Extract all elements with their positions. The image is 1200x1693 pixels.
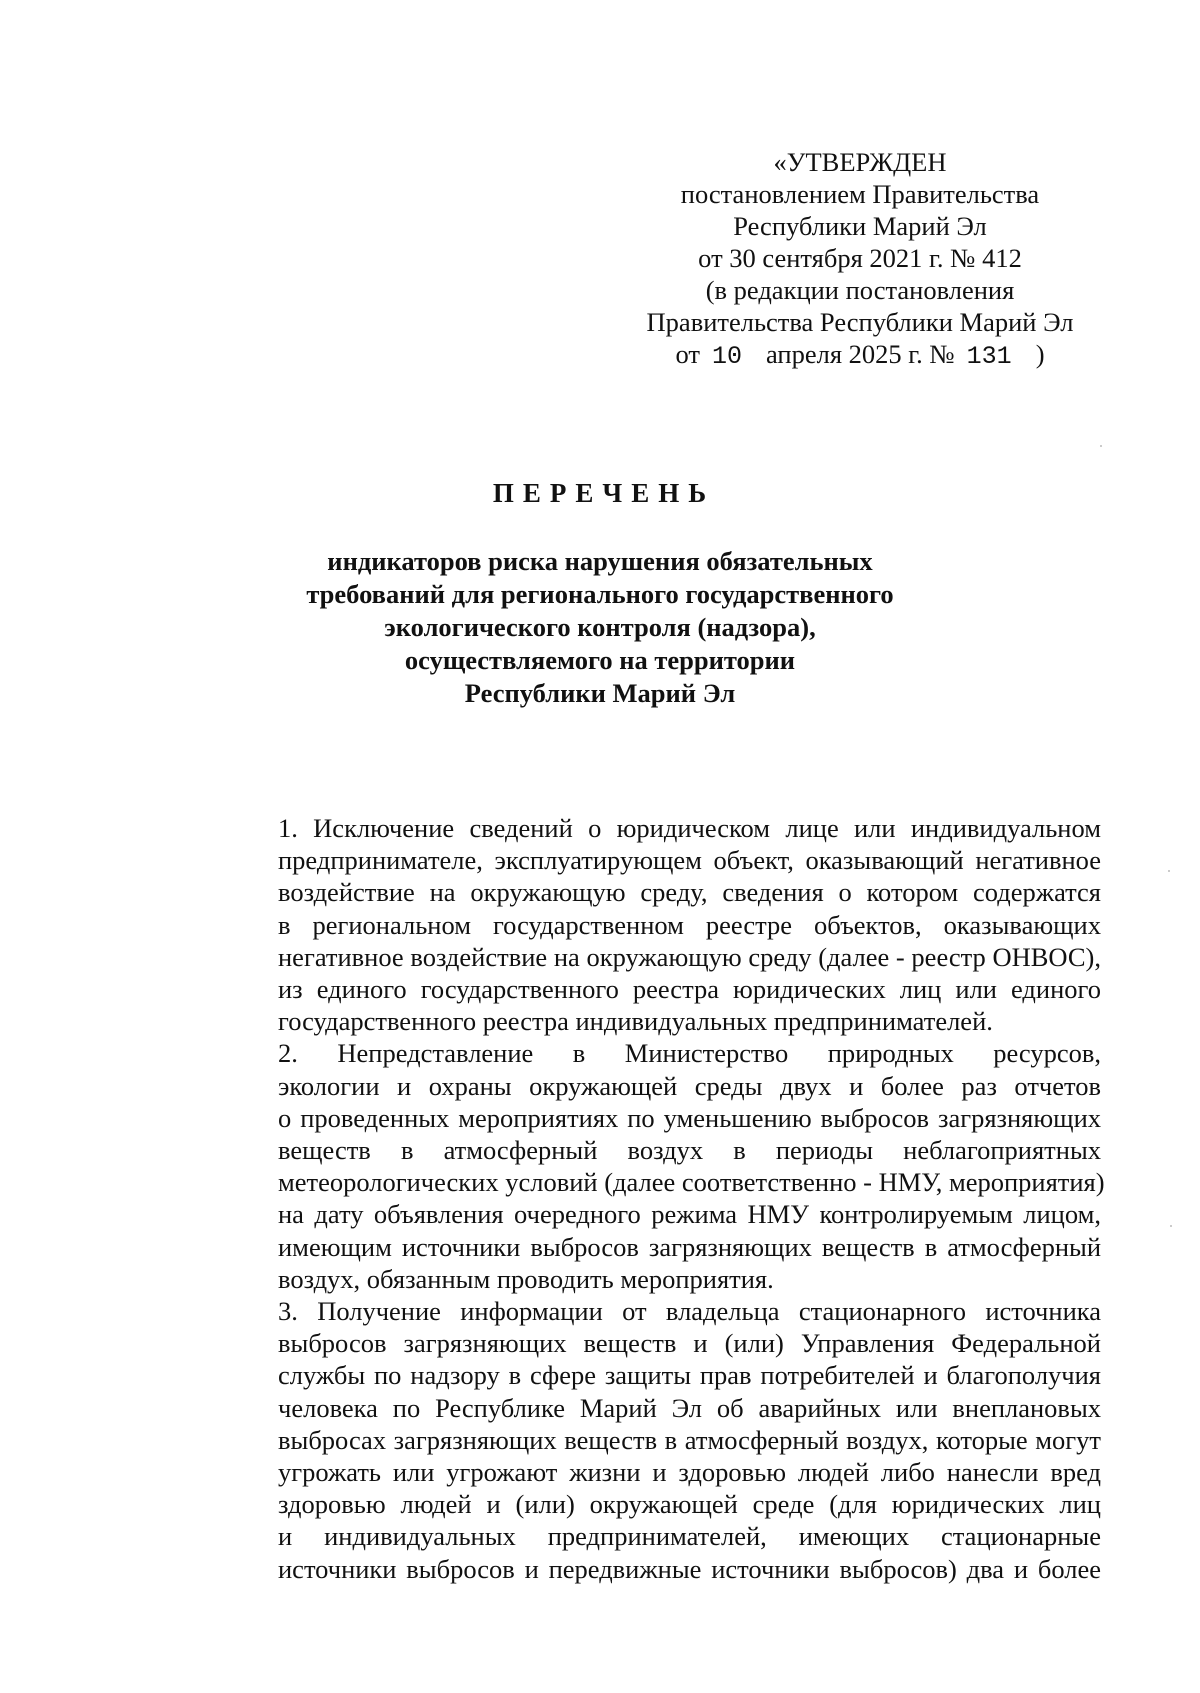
paragraph-line: экологии и охраны окружающей среды двух и более раз отчетов [278,1070,1101,1101]
subtitle-line: Республики Марий Эл [464,678,736,708]
approval-line: Правительства Республики Марий Эл [646,307,1074,337]
paragraph-line: 1. Исключение сведений о юридическом лице или индивидуальном [278,813,1101,843]
paragraph-line: негативное воздействие на окружающую среду (далее - реестр ОНВОС), [278,941,1101,972]
paragraph-line: на дату объявления очередного режима НМУ контролируемым лицом, [278,1199,1101,1230]
approval-line: постановлением Правительства [680,179,1040,209]
paragraph-line: государственного реестра индивидуальных предпринимателей. [278,1006,993,1037]
paragraph-2 [216,1037,1105,1295]
paragraph-line: службы по надзору в сфере защиты прав потребителей и благополучия [278,1360,1101,1391]
approval-date-suffix: ) [1035,339,1045,369]
paragraph-line: в региональном государственном реестре объектов, оказывающих [278,909,1101,940]
paragraph-line: выбросах загрязняющих веществ в атмосферный воздух, которые могут [278,1424,1101,1455]
document-subtitle [280,545,920,710]
paragraph-line: из единого государственного реестра юридических лиц или единого [278,974,1101,1005]
paragraph-line: угрожать или угрожают жизни и здоровью людей либо нанесли вред [278,1457,1101,1488]
subtitle-line: индикаторов риска нарушения обязательных [327,546,873,576]
paragraph-line: выбросов загрязняющих веществ и (или) Управления Федеральной [278,1328,1101,1359]
paragraph-line: источники выбросов и передвижные источники выбросов) два и более [278,1553,1101,1584]
paragraph-line: и индивидуальных предпринимателей, имеющих стационарные [278,1521,1101,1552]
paragraph-line: предпринимателе, эксплуатирующем объект, оказывающий негативное [278,845,1101,876]
paragraph-line: имеющим источники выбросов загрязняющих веществ в атмосферный [278,1231,1101,1262]
scan-speck [1170,1225,1172,1227]
paragraph-line: 3. Получение информации от владельца стационарного источника [278,1296,1101,1327]
subtitle-line: экологического контроля (надзора), [384,612,816,642]
approval-line: «УТВЕРЖДЕН [773,147,947,177]
paragraph-line: веществ в атмосферный воздух в периоды неблагоприятных [278,1135,1101,1166]
paragraph-line: воздействие на окружающую среду, сведения о котором содержатся [278,877,1101,908]
approval-line: от 30 сентября 2021 г. № 412 [698,243,1022,273]
subtitle-line: требований для регионального государственного [306,579,894,609]
document-title: ПЕРЕЧЕНЬ [492,478,716,508]
approval-date-day: 10 [711,342,742,371]
approval-line: Республики Марий Эл [733,211,987,241]
paragraph-line: о проведенных мероприятиях по уменьшению выбросов загрязняющих [278,1102,1101,1133]
scan-speck [1168,870,1170,872]
approval-date-middle: апреля 2025 г. № [765,339,955,369]
approval-date-line [610,338,1110,373]
paragraph-1 [216,812,1101,1037]
approval-date-prefix: от [675,339,700,369]
paragraph-line: метеорологических условий (далее соответственно - НМУ, мероприятия) [278,1167,1105,1198]
paragraph-line: 2. Непредставление в Министерство природных ресурсов, [278,1038,1101,1069]
paragraph-line: здоровью людей и (или) окружающей среде (для юридических лиц [278,1489,1101,1520]
subtitle-line: осуществляемого на территории [404,645,796,675]
scan-speck [1100,445,1102,447]
approval-line: (в редакции постановления [705,275,1015,305]
approval-stamp [610,146,1110,373]
paragraph-3 [216,1295,1101,1585]
approval-date-number: 131 [966,342,1012,371]
paragraph-line: воздух, обязанным проводить мероприятия. [278,1263,774,1294]
paragraph-line: человека по Республике Марий Эл об аварийных или внеплановых [278,1392,1101,1423]
document-body [216,812,1105,1585]
